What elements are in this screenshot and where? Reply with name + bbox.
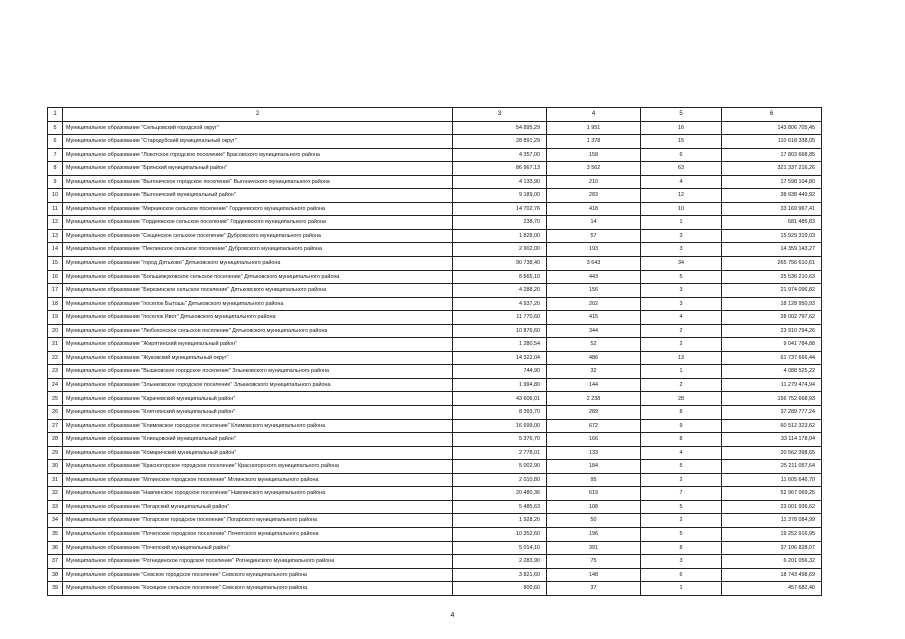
amount-cell: 33 114 178,04 (722, 433, 822, 447)
quantity-cell: 3 (641, 243, 722, 257)
header-cell: 1 (48, 108, 63, 122)
count-cell: 95 (547, 473, 641, 487)
data-table (47, 107, 822, 596)
amount-cell: 11 378 084,99 (722, 514, 822, 528)
amount-cell: 25 211 057,64 (722, 460, 822, 474)
area-cell: 3 821,60 (453, 568, 547, 582)
header-cell: 4 (547, 108, 641, 122)
municipality-name-cell: Муниципальное образование "Жирятинский муниципальный район" (63, 338, 453, 352)
table-row (48, 311, 822, 325)
header-cell: 3 (453, 108, 547, 122)
count-cell: 166 (547, 433, 641, 447)
area-cell: 4 357,00 (453, 148, 547, 162)
area-cell: 8 393,70 (453, 406, 547, 420)
count-cell: 52 (547, 338, 641, 352)
municipality-name-cell: Муниципальное образование "Климовское городское поселение" Климовского муниципального района (63, 419, 453, 433)
municipality-name-cell: Муниципальное образование "Гордеевское сельское поселение" Гордеевского муниципального района (63, 216, 453, 230)
municipality-name-cell: Муниципальное образование "Комаричский муниципальный район" (63, 446, 453, 460)
quantity-cell: 63 (641, 162, 722, 176)
table-row (48, 338, 822, 352)
count-cell: 443 (547, 270, 641, 284)
amount-cell: 156 752 668,93 (722, 392, 822, 406)
quantity-cell: 3 (641, 229, 722, 243)
table-row (48, 175, 822, 189)
municipality-name-cell: Муниципальное образование "Сещинское сельское поселение" Дубровского муниципального района (63, 229, 453, 243)
quantity-cell: 5 (641, 460, 722, 474)
municipality-name-cell: Муниципальное образование "Клетнянский муниципальный район" (63, 406, 453, 420)
count-cell: 619 (547, 487, 641, 501)
municipality-name-cell: Муниципальное образование "Погарский муниципальный район" (63, 500, 453, 514)
area-cell: 8 565,10 (453, 270, 547, 284)
area-cell: 14 322,04 (453, 351, 547, 365)
quantity-cell: 7 (641, 487, 722, 501)
municipality-name-cell: Муниципальное образование "город Дятьково" Дятьковского муниципального района (63, 257, 453, 271)
area-cell: 16 699,00 (453, 419, 547, 433)
count-cell: 144 (547, 378, 641, 392)
amount-cell: 61 737 666,44 (722, 351, 822, 365)
count-cell: 1 951 (547, 121, 641, 135)
quantity-cell: 10 (641, 202, 722, 216)
municipality-name-cell: Муниципальное образование "Погарское городское поселение" Погарского муниципального района (63, 514, 453, 528)
row-number-cell: 25 (48, 392, 63, 406)
row-number-cell: 33 (48, 500, 63, 514)
quantity-cell: 34 (641, 257, 722, 271)
amount-cell: 38 938 449,92 (722, 189, 822, 203)
area-cell: 9 189,00 (453, 189, 547, 203)
amount-cell: 19 252 916,95 (722, 527, 822, 541)
municipality-name-cell: Муниципальное образование "Красногорское городское поселение" Красногорского муниципального района (63, 460, 453, 474)
area-cell: 1 280,54 (453, 338, 547, 352)
table-row (48, 392, 822, 406)
row-number-cell: 5 (48, 121, 63, 135)
count-cell: 391 (547, 541, 641, 555)
area-cell: 14 702,76 (453, 202, 547, 216)
row-number-cell: 11 (48, 202, 63, 216)
quantity-cell: 4 (641, 446, 722, 460)
row-number-cell: 7 (48, 148, 63, 162)
amount-cell: 321 337 216,26 (722, 162, 822, 176)
municipality-name-cell: Муниципальное образование "Большежуковское сельское поселение" Дятьковского муниципального района (63, 270, 453, 284)
count-cell: 184 (547, 460, 641, 474)
header-cell: 2 (63, 108, 453, 122)
quantity-cell: 4 (641, 311, 722, 325)
quantity-cell: 2 (641, 338, 722, 352)
table-row (48, 243, 822, 257)
municipality-name-cell: Муниципальное образование "Клинцовский муниципальный район" (63, 433, 453, 447)
row-number-cell: 6 (48, 135, 63, 149)
area-cell: 20 480,36 (453, 487, 547, 501)
count-cell: 415 (547, 311, 641, 325)
area-cell: 10 876,60 (453, 324, 547, 338)
area-cell: 2 902,00 (453, 243, 547, 257)
table-row (48, 473, 822, 487)
area-cell: 5 485,63 (453, 500, 547, 514)
row-number-cell: 20 (48, 324, 63, 338)
row-number-cell: 23 (48, 365, 63, 379)
quantity-cell: 8 (641, 541, 722, 555)
table-row (48, 555, 822, 569)
quantity-cell: 1 (641, 216, 722, 230)
municipality-name-cell: Муниципальное образование "Стародубский муниципальный округ" (63, 135, 453, 149)
municipality-name-cell: Муниципальное образование "Выгоничское городское поселение" Выгоничского муниципального района (63, 175, 453, 189)
count-cell: 1 378 (547, 135, 641, 149)
count-cell: 57 (547, 229, 641, 243)
row-number-cell: 28 (48, 433, 63, 447)
amount-cell: 18 743 498,69 (722, 568, 822, 582)
area-cell: 86 967,13 (453, 162, 547, 176)
amount-cell: 681 485,83 (722, 216, 822, 230)
count-cell: 196 (547, 527, 641, 541)
amount-cell: 9 041 784,88 (722, 338, 822, 352)
amount-cell: 60 512 323,62 (722, 419, 822, 433)
quantity-cell: 1 (641, 365, 722, 379)
table-row (48, 135, 822, 149)
quantity-cell: 2 (641, 324, 722, 338)
municipality-name-cell: Муниципальное образование "Локотское городское поселение" Брасовского муниципального района (63, 148, 453, 162)
table-row (48, 324, 822, 338)
count-cell: 32 (547, 365, 641, 379)
municipality-name-cell: Муниципальное образование "Вышковское городское поселение" Злынковского муниципального района (63, 365, 453, 379)
quantity-cell: 16 (641, 121, 722, 135)
row-number-cell: 22 (48, 351, 63, 365)
amount-cell: 21 974 096,82 (722, 284, 822, 298)
area-cell: 28 891,29 (453, 135, 547, 149)
header-cell: 5 (641, 108, 722, 122)
count-cell: 75 (547, 555, 641, 569)
table-row (48, 202, 822, 216)
quantity-cell: 12 (641, 189, 722, 203)
area-cell: 54 895,29 (453, 121, 547, 135)
amount-cell: 52 967 069,25 (722, 487, 822, 501)
municipality-name-cell: Муниципальное образование "Брянский муниципальный район" (63, 162, 453, 176)
count-cell: 50 (547, 514, 641, 528)
table-row (48, 500, 822, 514)
area-cell: 2 778,01 (453, 446, 547, 460)
count-cell: 486 (547, 351, 641, 365)
table-row (48, 351, 822, 365)
area-cell: 11 770,60 (453, 311, 547, 325)
amount-cell: 457 682,40 (722, 582, 822, 596)
table-row (48, 270, 822, 284)
municipality-name-cell: Муниципальное образование "Березинское сельское поселение" Дятьковского муниципального района (63, 284, 453, 298)
table-row (48, 162, 822, 176)
table-row (48, 257, 822, 271)
row-number-cell: 17 (48, 284, 63, 298)
area-cell: 5 014,10 (453, 541, 547, 555)
amount-cell: 37 289 777,24 (722, 406, 822, 420)
table-row (48, 541, 822, 555)
row-number-cell: 39 (48, 582, 63, 596)
count-cell: 3 643 (547, 257, 641, 271)
count-cell: 2 238 (547, 392, 641, 406)
table-row (48, 229, 822, 243)
municipality-name-cell: Муниципальное образование "Косицкое сельское поселение" Севского муниципального района (63, 582, 453, 596)
amount-cell: 265 756 610,61 (722, 257, 822, 271)
table-row (48, 297, 822, 311)
row-number-cell: 16 (48, 270, 63, 284)
quantity-cell: 9 (641, 419, 722, 433)
area-cell: 90 738,40 (453, 257, 547, 271)
quantity-cell: 8 (641, 406, 722, 420)
quantity-cell: 2 (641, 514, 722, 528)
row-number-cell: 34 (48, 514, 63, 528)
row-number-cell: 35 (48, 527, 63, 541)
area-cell: 5 002,90 (453, 460, 547, 474)
amount-cell: 143 806 705,45 (722, 121, 822, 135)
row-number-cell: 15 (48, 257, 63, 271)
row-number-cell: 19 (48, 311, 63, 325)
municipality-name-cell: Муниципальное образование "Навлинское городское поселение" Навлинского муниципального района (63, 487, 453, 501)
quantity-cell: 15 (641, 135, 722, 149)
table-row (48, 582, 822, 596)
amount-cell: 20 562 398,65 (722, 446, 822, 460)
count-cell: 202 (547, 297, 641, 311)
amount-cell: 110 618 338,05 (722, 135, 822, 149)
row-number-cell: 37 (48, 555, 63, 569)
quantity-cell: 28 (641, 392, 722, 406)
count-cell: 148 (547, 568, 641, 582)
municipality-name-cell: Муниципальное образование "Мглинское городское поселение" Мглинского муниципального района (63, 473, 453, 487)
table-row (48, 527, 822, 541)
municipality-name-cell: Муниципальное образование "Карачевский муниципальный район" (63, 392, 453, 406)
area-cell: 4 288,20 (453, 284, 547, 298)
table-row (48, 284, 822, 298)
row-number-cell: 18 (48, 297, 63, 311)
table-row (48, 216, 822, 230)
table-row (48, 446, 822, 460)
municipality-name-cell: Муниципальное образование "Мирнинское сельское поселение" Гордеевского муниципального района (63, 202, 453, 216)
municipality-name-cell: Муниципальное образование "Севское городское поселение" Севского муниципального района (63, 568, 453, 582)
quantity-cell: 3 (641, 297, 722, 311)
count-cell: 3 562 (547, 162, 641, 176)
area-cell: 744,90 (453, 365, 547, 379)
area-cell: 2 010,80 (453, 473, 547, 487)
row-number-cell: 10 (48, 189, 63, 203)
table-row (48, 148, 822, 162)
table-row (48, 514, 822, 528)
amount-cell: 17 803 668,85 (722, 148, 822, 162)
table-header-row (48, 108, 822, 122)
area-cell: 1 828,00 (453, 229, 547, 243)
row-number-cell: 9 (48, 175, 63, 189)
count-cell: 418 (547, 202, 641, 216)
row-number-cell: 26 (48, 406, 63, 420)
count-cell: 344 (547, 324, 641, 338)
amount-cell: 14 359 143,27 (722, 243, 822, 257)
row-number-cell: 36 (48, 541, 63, 555)
municipality-name-cell: Муниципальное образование "Сельцовский городской округ" (63, 121, 453, 135)
count-cell: 283 (547, 189, 641, 203)
quantity-cell: 2 (641, 378, 722, 392)
quantity-cell: 3 (641, 555, 722, 569)
table-row (48, 378, 822, 392)
quantity-cell: 4 (641, 175, 722, 189)
municipality-name-cell: Муниципальное образование "Почепский муниципальный район" (63, 541, 453, 555)
quantity-cell: 3 (641, 284, 722, 298)
table-row (48, 568, 822, 582)
quantity-cell: 13 (641, 351, 722, 365)
quantity-cell: 5 (641, 527, 722, 541)
municipality-name-cell: Муниципальное образование "Почепское городское поселение" Почепского муниципального района (63, 527, 453, 541)
quantity-cell: 6 (641, 568, 722, 582)
amount-cell: 25 536 210,63 (722, 270, 822, 284)
area-cell: 43 606,01 (453, 392, 547, 406)
count-cell: 158 (547, 148, 641, 162)
row-number-cell: 21 (48, 338, 63, 352)
row-number-cell: 29 (48, 446, 63, 460)
row-number-cell: 13 (48, 229, 63, 243)
row-number-cell: 14 (48, 243, 63, 257)
row-number-cell: 38 (48, 568, 63, 582)
count-cell: 193 (547, 243, 641, 257)
area-cell: 1 994,80 (453, 378, 547, 392)
quantity-cell: 1 (641, 582, 722, 596)
count-cell: 289 (547, 406, 641, 420)
area-cell: 1 928,20 (453, 514, 547, 528)
municipality-name-cell: Муниципальное образование "Пеклинское сельское поселение" Дубровского муниципального района (63, 243, 453, 257)
quantity-cell: 6 (641, 148, 722, 162)
row-number-cell: 27 (48, 419, 63, 433)
count-cell: 133 (547, 446, 641, 460)
table-body (48, 108, 822, 596)
area-cell: 4 937,20 (453, 297, 547, 311)
count-cell: 14 (547, 216, 641, 230)
municipality-name-cell: Муниципальное образование "Выгоничский муниципальный район" (63, 189, 453, 203)
amount-cell: 4 088 525,22 (722, 365, 822, 379)
table-row (48, 365, 822, 379)
count-cell: 108 (547, 500, 641, 514)
municipality-name-cell: Муниципальное образование "Жуковский муниципальный округ" (63, 351, 453, 365)
count-cell: 156 (547, 284, 641, 298)
quantity-cell: 2 (641, 473, 722, 487)
area-cell: 238,70 (453, 216, 547, 230)
amount-cell: 33 169 967,41 (722, 202, 822, 216)
amount-cell: 37 106 828,07 (722, 541, 822, 555)
municipality-name-cell: Муниципальное образование "поселок Бытошь" Дятьковского муниципального района (63, 297, 453, 311)
amount-cell: 23 910 794,26 (722, 324, 822, 338)
table-row (48, 419, 822, 433)
quantity-cell: 5 (641, 270, 722, 284)
quantity-cell: 8 (641, 433, 722, 447)
table-row (48, 121, 822, 135)
municipality-name-cell: Муниципальное образование "Злынковское городское поселение" Злынковского муниципального района (63, 378, 453, 392)
row-number-cell: 32 (48, 487, 63, 501)
row-number-cell: 31 (48, 473, 63, 487)
table-row (48, 460, 822, 474)
municipality-name-cell: Муниципальное образование "поселок Ивот" Дятьковского муниципального района (63, 311, 453, 325)
count-cell: 672 (547, 419, 641, 433)
row-number-cell: 12 (48, 216, 63, 230)
count-cell: 37 (547, 582, 641, 596)
amount-cell: 15 929 319,03 (722, 229, 822, 243)
table-row (48, 406, 822, 420)
table-row (48, 189, 822, 203)
municipality-name-cell: Муниципальное образование "Рогнединское городское поселение" Рогнединского муниципального района (63, 555, 453, 569)
amount-cell: 17 598 104,80 (722, 175, 822, 189)
row-number-cell: 30 (48, 460, 63, 474)
area-cell: 2 283,90 (453, 555, 547, 569)
document-table-wrapper (47, 107, 821, 596)
page-number: 4 (450, 612, 455, 619)
header-cell: 6 (722, 108, 822, 122)
municipality-name-cell: Муниципальное образование "Любохонское сельское поселение" Дятьковского муниципального района (63, 324, 453, 338)
area-cell: 5 376,70 (453, 433, 547, 447)
area-cell: 800,60 (453, 582, 547, 596)
table-row (48, 487, 822, 501)
amount-cell: 6 201 056,32 (722, 555, 822, 569)
amount-cell: 28 002 797,62 (722, 311, 822, 325)
row-number-cell: 24 (48, 378, 63, 392)
quantity-cell: 5 (641, 500, 722, 514)
amount-cell: 11 605 646,70 (722, 473, 822, 487)
row-number-cell: 8 (48, 162, 63, 176)
area-cell: 10 352,60 (453, 527, 547, 541)
area-cell: 4 133,90 (453, 175, 547, 189)
amount-cell: 23 001 936,62 (722, 500, 822, 514)
count-cell: 210 (547, 175, 641, 189)
amount-cell: 18 128 950,93 (722, 297, 822, 311)
table-row (48, 433, 822, 447)
amount-cell: 11 279 474,94 (722, 378, 822, 392)
